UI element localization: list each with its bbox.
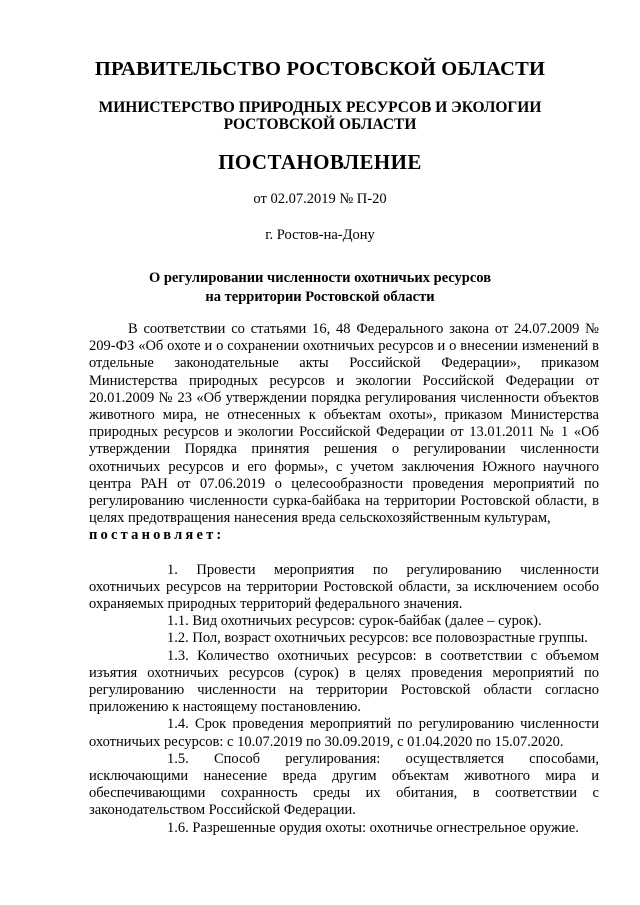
subject-line-2: на территории Ростовской области xyxy=(205,289,435,305)
item-text: Способ регулирования: осуществляется способами, исключающими нанесение вреда другим объектам животного мира и обеспечивающими сохранность среды их обитания, в соответствии с законодательством Российской Федерации. xyxy=(89,750,600,819)
subject-title xyxy=(0,269,640,307)
ministry-line-1: МИНИСТЕРСТВО ПРИРОДНЫХ РЕСУРСОВ И ЭКОЛОГИИ xyxy=(98,99,542,116)
item-paragraph xyxy=(89,562,599,614)
ministry-title xyxy=(0,99,640,133)
item-paragraph xyxy=(89,716,599,750)
subject-line-1: О регулировании численности охотничьих ресурсов xyxy=(148,270,492,286)
item-text: Количество охотничьих ресурсов: в соответствии с объемом изъятия охотничьих ресурсов (сурок) в целях проведения мероприятий по регулированию численности на территории Ростовской области согласно приложению к настоящему постановлению. xyxy=(89,647,600,716)
item-number: 1. xyxy=(167,561,178,578)
date-number: от 02.07.2019 № П-20 xyxy=(253,191,387,207)
item-paragraph xyxy=(89,751,599,820)
item-text: Пол, возраст охотничьих ресурсов: все половозрастные группы. xyxy=(192,630,588,647)
item-text: Провести мероприятия по регулированию численности охотничьих ресурсов на территории Ростовской области, за исключением особо охраняемых природных территорий федерального значения. xyxy=(89,561,599,613)
document-type: ПОСТАНОВЛЕНИЕ xyxy=(218,150,422,174)
document-body xyxy=(89,321,599,837)
item-text: Вид охотничьих ресурсов: сурок-байбак (далее – сурок). xyxy=(192,613,542,630)
item-paragraph xyxy=(89,820,599,837)
item-paragraph xyxy=(89,630,599,647)
item-number: 1.4. xyxy=(167,716,189,733)
item-paragraph xyxy=(89,648,599,717)
item-paragraph xyxy=(89,613,599,630)
item-text: Разрешенные орудия охоты: охотничье огнестрельное оружие. xyxy=(192,819,579,836)
item-number: 1.1. xyxy=(167,613,189,630)
ministry-line-2: РОСТОВСКОЙ ОБЛАСТИ xyxy=(223,116,417,133)
government-title: ПРАВИТЕЛЬСТВО РОСТОВСКОЙ ОБЛАСТИ xyxy=(94,58,546,80)
preamble-paragraph: В соответствии со статьями 16, 48 Федерального закона от 24.07.2009 № 209-ФЗ «Об охоте и о сохранении охотничьих ресурсов и о внесении изменений в отдельные законодательные акты Российской Федерации», приказом Министерства природных ресурсов и экологии Российской Федерации от 20.01.2009 № 23 «Об утверждении порядка регулирования численности объектов животного мира, не отнесенных к объектам охоты», приказом Министерства природных ресурсов и экологии Российской Федерации от 13.01.2011 № 1 «Об утверждении Порядка принятия решения о регулировании численности охотничьих ресурсов и его формы», с учетом заключения Южного научного центра РАН от 07.06.2019 о целесообразности проведения мероприятий по регулированию численности сурка-байбака на территории Ростовской области, в целях предотвращения нанесения вреда сельскохозяйственным культурам, xyxy=(89,321,599,527)
city: г. Ростов-на-Дону xyxy=(265,227,375,243)
resolve-word: постановляет: xyxy=(89,527,225,544)
item-text: Срок проведения мероприятий по регулированию численности охотничьих ресурсов: с 10.07.2019 по 30.09.2019, с 01.04.2020 по 15.07.2020. xyxy=(89,716,599,750)
item-number: 1.2. xyxy=(167,630,189,647)
item-number: 1.6. xyxy=(167,819,189,836)
item-number: 1.3. xyxy=(167,647,189,664)
item-number: 1.5. xyxy=(167,750,189,767)
